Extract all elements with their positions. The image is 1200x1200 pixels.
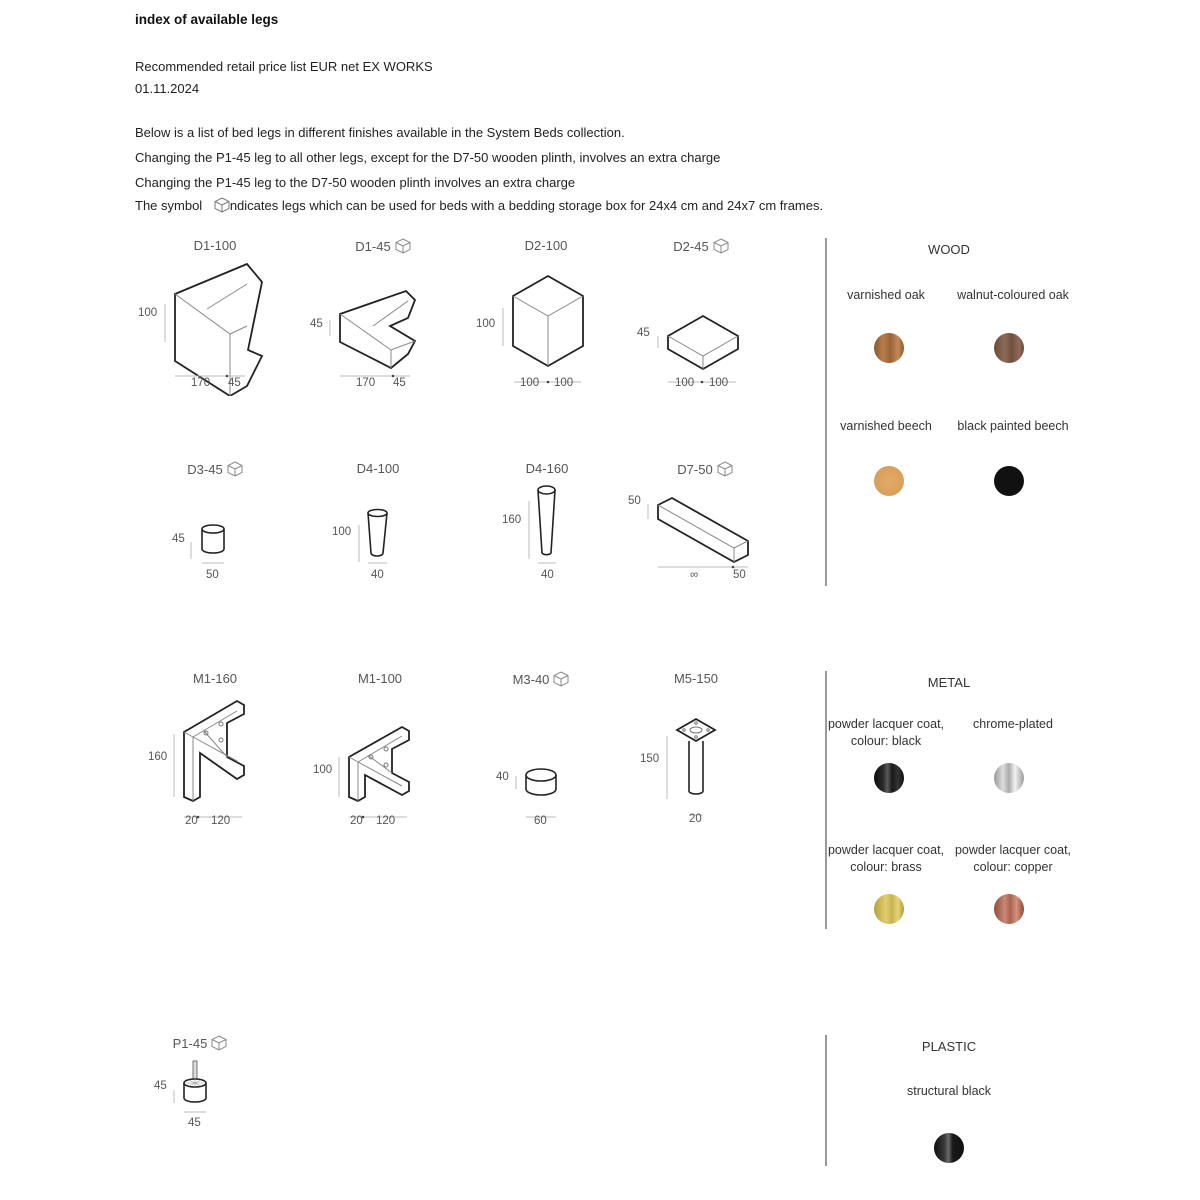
dim-height: 160 [148,751,168,763]
storage-box-cube-icon [227,461,243,477]
plastic-divider [825,1035,827,1166]
storage-box-cube-icon [214,197,230,213]
symbol-note-prefix: The symbol [135,198,203,213]
dim-width-1: 20 [185,815,198,827]
leg-name: D4-160 [525,461,569,476]
intro-line-2: Changing the P1-45 leg to all other legs, except for the D7-50 wooden plinth, involves an extra charge [135,150,721,165]
leg-d3-45-drawing [130,479,300,599]
swatch-varnished-oak[interactable] [874,333,904,363]
dim-height: 50 [628,495,641,507]
leg-d1-100[interactable] [130,238,300,398]
dim-height: 45 [172,533,185,545]
leg-name: D1-45 [355,239,391,254]
finish-label: varnished beech [840,419,932,433]
swatch-varnished-beech[interactable] [874,466,904,496]
dim-width-2: 120 [211,815,231,827]
leg-name: M5-150 [673,671,719,686]
dim-width: 20 [689,813,702,825]
leg-d4-100-drawing [293,479,463,599]
leg-name: D3-45 [187,462,223,477]
swatch-walnut-coloured-oak[interactable] [994,333,1024,363]
dim-width-2: 45 [228,377,241,389]
leg-d7-50-drawing [620,479,790,599]
finish-category-metal: METAL [927,675,971,690]
metal-divider [825,671,827,929]
swatch-powder-copper[interactable] [994,894,1024,924]
dim-height: 100 [476,318,496,330]
symbol-note [135,197,823,213]
leg-m5-150[interactable] [611,671,781,841]
leg-d4-160-drawing [462,479,632,599]
dim-width: 45 [188,1117,201,1129]
finish-category-wood: WOOD [928,242,970,257]
swatch-powder-black[interactable] [874,763,904,793]
swatch-chrome-plated[interactable] [994,763,1024,793]
dim-height: 100 [138,307,158,319]
leg-d1-45-drawing [298,256,468,396]
intro-line-1: Below is a list of bed legs in different finishes available in the System Beds collection. [135,125,625,140]
dim-height: 45 [154,1080,167,1092]
dim-width-1: 100 [520,377,540,389]
dim-height: 45 [310,318,323,330]
leg-m1-160[interactable] [130,671,300,841]
leg-name: D7-50 [677,462,713,477]
leg-p1-45-drawing [115,1053,285,1143]
finish-label: walnut-coloured oak [957,288,1069,302]
leg-m1-100[interactable] [295,671,465,841]
storage-box-cube-icon [211,1035,227,1051]
dim-height: 40 [496,771,509,783]
dim-height: 160 [502,514,522,526]
finish-label: powder lacquer coat, colour: copper [954,843,1072,874]
dim-width: 40 [541,569,554,581]
leg-name: D1-100 [193,238,237,253]
swatch-powder-brass[interactable] [874,894,904,924]
dim-height: 45 [637,327,650,339]
storage-box-cube-icon [395,238,411,254]
price-list-date: 01.11.2024 [135,81,200,96]
dim-height: 100 [332,526,352,538]
dim-width-2: 100 [554,377,574,389]
storage-box-cube-icon [717,461,733,477]
leg-m3-40[interactable] [456,671,626,841]
leg-d3-45[interactable] [130,461,300,621]
leg-d7-50[interactable] [620,461,790,621]
leg-d2-100[interactable] [461,238,631,398]
finish-label: structural black [906,1084,992,1098]
price-list-label: Recommended retail price list EUR net EX WORKS [135,59,433,74]
dim-width-1: 170 [191,377,211,389]
dim-height: 100 [313,764,333,776]
dim-width-1: 20 [350,815,363,827]
finish-label: powder lacquer coat, colour: brass [827,843,945,874]
leg-name: P1-45 [172,1036,208,1051]
finish-category-plastic: PLASTIC [921,1039,977,1054]
leg-d2-45[interactable] [616,238,786,398]
leg-d4-160[interactable] [462,461,632,621]
leg-p1-45[interactable] [115,1035,285,1135]
symbol-note-suffix: ndicates legs which can be used for beds with a bedding storage box for 24x4 cm and 24x7 cm frames. [229,198,824,213]
storage-box-cube-icon [713,238,729,254]
leg-d1-45[interactable] [298,238,468,398]
leg-d2-45-drawing [616,256,786,396]
dim-width-2: 120 [376,815,396,827]
finish-label: chrome-plated [973,717,1053,731]
dim-width: 50 [733,569,746,581]
swatch-structural-black[interactable] [934,1133,964,1163]
leg-name: M1-160 [192,671,238,686]
intro-line-3: Changing the P1-45 leg to the D7-50 wooden plinth involves an extra charge [135,175,576,190]
dim-width: 50 [206,569,219,581]
dim-width-2: 45 [393,377,406,389]
leg-d4-100[interactable] [293,461,463,621]
dim-width: 40 [371,569,384,581]
dim-width-1: 170 [356,377,376,389]
leg-name: M3-40 [512,672,550,687]
dim-width-2: 100 [709,377,729,389]
finish-label: varnished oak [847,288,925,302]
finish-label: powder lacquer coat, colour: black [827,717,945,748]
swatch-black-painted-beech[interactable] [994,466,1024,496]
leg-name: D2-100 [524,238,568,253]
dim-length: ∞ [690,569,699,581]
finish-label: black painted beech [957,419,1069,433]
leg-name: M1-100 [357,671,403,686]
dim-width-1: 100 [675,377,695,389]
leg-d1-100-drawing [130,256,300,396]
dim-width: 60 [534,815,547,827]
leg-name: D2-45 [673,239,709,254]
storage-box-cube-icon [553,671,569,687]
leg-name: D4-100 [356,461,400,476]
page-title: index of available legs [135,12,279,27]
dim-height: 150 [640,753,660,765]
